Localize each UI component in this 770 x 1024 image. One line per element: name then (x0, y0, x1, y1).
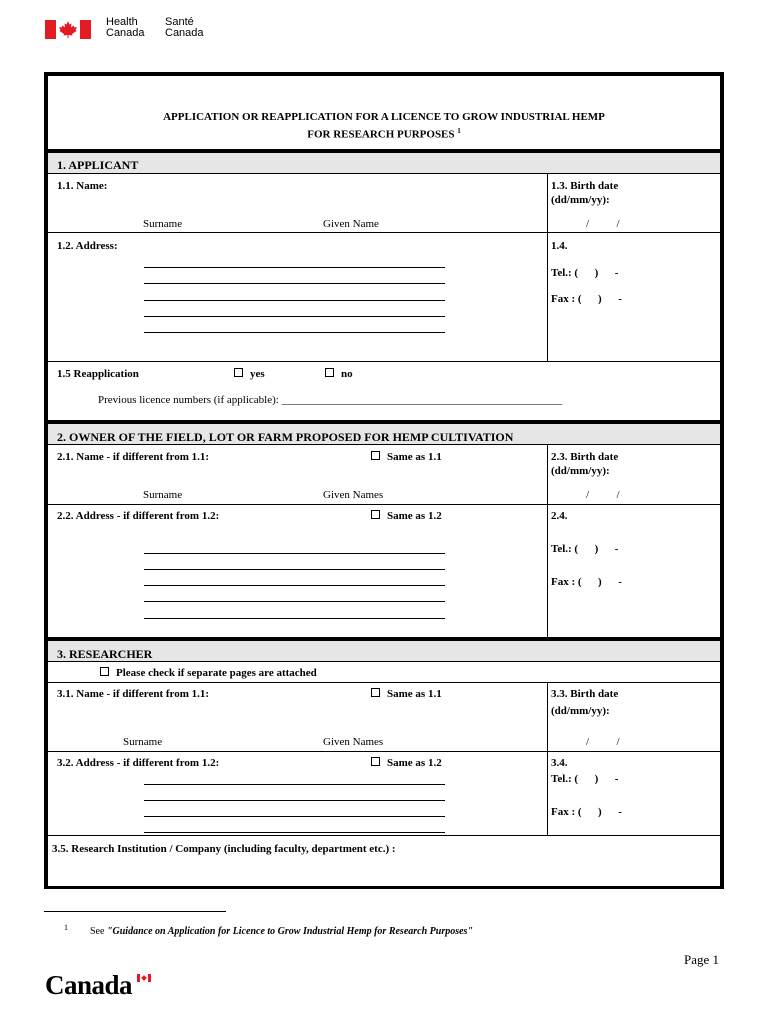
address-line-5[interactable] (144, 332, 445, 333)
wordmark-text: Canada (45, 970, 133, 1000)
title-line1: APPLICATION OR REAPPLICATION FOR A LICENCE TO GROW INDUSTRIAL HEMP (163, 111, 605, 123)
given-names-field-3[interactable]: Given Names (323, 736, 384, 748)
birth-format-1-3: (dd/mm/yy): (551, 194, 610, 206)
birth-label-3-3: 3.3. Birth date (551, 688, 619, 700)
birth-date-field-2[interactable]: / / (586, 489, 620, 501)
tel-field-1[interactable]: Tel.: ( ) - (551, 267, 619, 279)
section3-heading: 3. RESEARCHER (57, 647, 153, 661)
section1-heading: 1. APPLICANT (57, 158, 139, 172)
title-line2: FOR RESEARCH PURPOSES (307, 128, 455, 141)
name-label-3-1: 3.1. Name - if different from 1.1: (57, 688, 210, 700)
checkbox-icon[interactable] (234, 368, 243, 377)
no-label: no (341, 368, 353, 380)
given-name-field-1[interactable]: Given Name (323, 218, 379, 230)
address-line-1[interactable] (144, 784, 445, 785)
footnote-see: See (90, 926, 105, 937)
flag-icon (45, 20, 91, 39)
contact-label-2-4: 2.4. (551, 510, 568, 522)
address-line-3[interactable] (144, 300, 445, 301)
reapplication-label: 1.5 Reapplication (57, 368, 139, 380)
address-line-2[interactable] (144, 283, 445, 284)
address-line-2[interactable] (144, 800, 445, 801)
birth-label-2-3: 2.3. Birth date (551, 451, 619, 463)
birth-format-2-3: (dd/mm/yy): (551, 465, 610, 477)
address-line-4[interactable] (144, 316, 445, 317)
birth-date-field-3[interactable]: / / (586, 736, 620, 748)
same-name-option-2[interactable] (371, 451, 442, 463)
address-label-2-2: 2.2. Address - if different from 1.2: (57, 510, 220, 522)
name-label-1-1: 1.1. Name: (57, 180, 108, 192)
birth-date-field-1[interactable]: / / (586, 218, 620, 230)
fax-field-1[interactable]: Fax : ( ) - (551, 293, 622, 305)
checkbox-icon[interactable] (371, 688, 380, 697)
tel-field-2[interactable]: Tel.: ( ) - (551, 543, 619, 555)
footnote-text: "Guidance on Application for Licence to Grow Industrial Hemp for Research Purposes" (106, 926, 473, 937)
address-label-3-2: 3.2. Address - if different from 1.2: (57, 757, 220, 769)
fax-field-3[interactable]: Fax : ( ) - (551, 806, 622, 818)
same-address-option-3[interactable] (371, 757, 442, 769)
canada-label: Canada (106, 27, 145, 39)
given-names-field-2[interactable]: Given Names (323, 489, 384, 501)
health-label: Health (106, 16, 138, 28)
separate-pages-option[interactable] (100, 667, 317, 679)
wordmark-flag-icon (137, 974, 151, 982)
form-title (48, 110, 720, 142)
tel-field-3[interactable]: Tel.: ( ) - (551, 773, 619, 785)
address-line-2[interactable] (144, 569, 445, 570)
footnote-number: 1 (64, 923, 68, 932)
surname-field-3[interactable]: Surname (123, 736, 163, 748)
footnote-ref: 1 (457, 127, 461, 135)
institution-label-3-5: 3.5. Research Institution / Company (including faculty, department etc.) : (52, 843, 396, 855)
page-number: Page 1 (684, 952, 720, 967)
address-label-1-2: 1.2. Address: (57, 240, 118, 252)
separate-pages-label: Please check if separate pages are attached (116, 667, 317, 679)
same-address-option-2[interactable] (371, 510, 442, 522)
same-as-label: Same as 1.2 (387, 757, 442, 769)
address-line-5[interactable] (144, 618, 445, 619)
checkbox-icon[interactable] (100, 667, 109, 676)
reapp-yes-option[interactable] (234, 368, 265, 380)
footnote (90, 926, 473, 937)
address-line-1[interactable] (144, 553, 445, 554)
checkbox-icon[interactable] (325, 368, 334, 377)
institution-field[interactable] (52, 860, 716, 884)
section2-heading: 2. OWNER OF THE FIELD, LOT OR FARM PROPOSED FOR HEMP CULTIVATION (57, 430, 514, 444)
fax-field-2[interactable]: Fax : ( ) - (551, 576, 622, 588)
name-label-2-1: 2.1. Name - if different from 1.1: (57, 451, 210, 463)
birth-label-1-3: 1.3. Birth date (551, 180, 619, 192)
same-as-label: Same as 1.2 (387, 510, 442, 522)
contact-label-1-4: 1.4. (551, 240, 568, 252)
address-line-3[interactable] (144, 585, 445, 586)
address-line-4[interactable] (144, 832, 445, 833)
checkbox-icon[interactable] (371, 757, 380, 766)
canada-wordmark (45, 970, 132, 1001)
surname-field-2[interactable]: Surname (143, 489, 183, 501)
birth-format-3-3: (dd/mm/yy): (551, 705, 610, 717)
sante-label: Santé (165, 16, 194, 28)
same-as-label: Same as 1.1 (387, 688, 442, 700)
checkbox-icon[interactable] (371, 510, 380, 519)
surname-field-1[interactable]: Surname (143, 218, 183, 230)
same-name-option-3[interactable] (371, 688, 442, 700)
same-as-label: Same as 1.1 (387, 451, 442, 463)
checkbox-icon[interactable] (371, 451, 380, 460)
address-line-1[interactable] (144, 267, 445, 268)
contact-label-3-4: 3.4. (551, 757, 568, 769)
address-line-3[interactable] (144, 816, 445, 817)
canada-fr-label: Canada (165, 27, 204, 39)
previous-licence-field[interactable]: Previous licence numbers (if applicable): ___________________________________________________ (98, 394, 563, 406)
reapp-no-option[interactable] (325, 368, 353, 380)
yes-label: yes (250, 368, 265, 380)
address-line-4[interactable] (144, 601, 445, 602)
